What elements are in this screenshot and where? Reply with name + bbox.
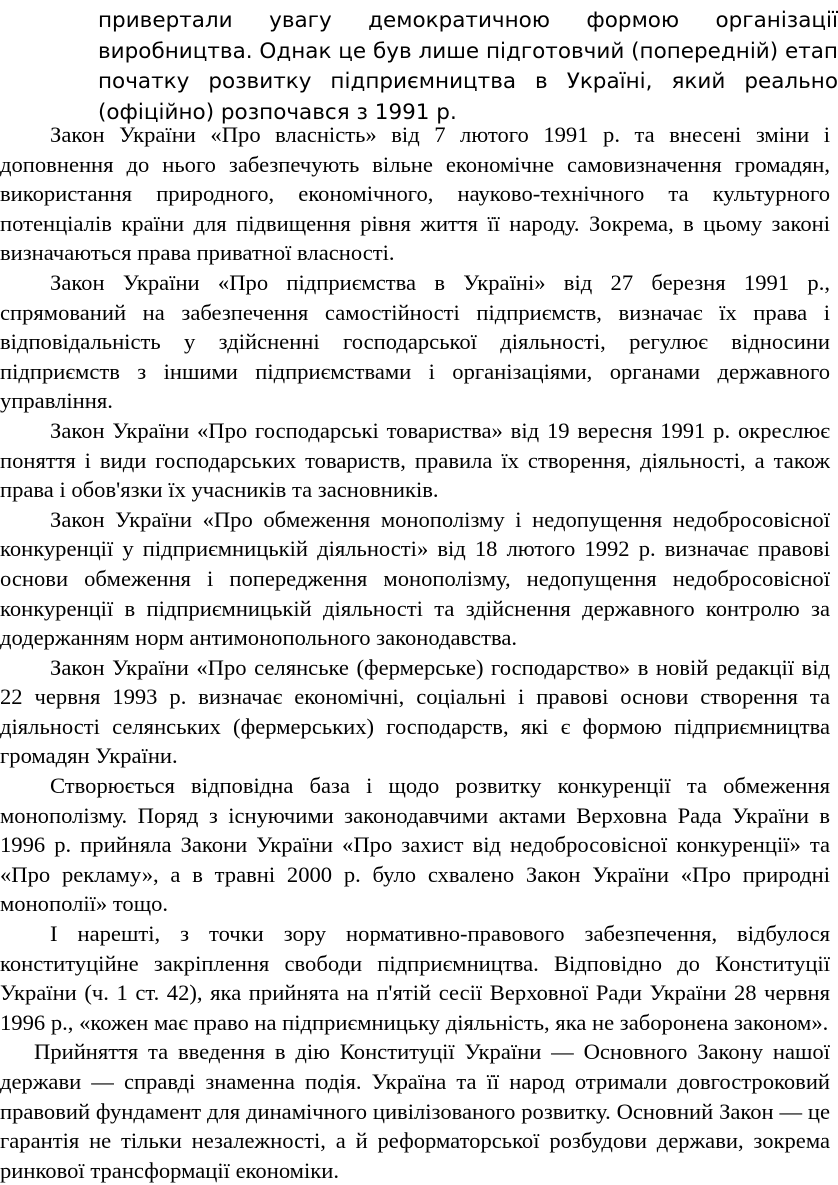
paragraph-law-on-property: Закон України «Про власність» від 7 лютого 1991 р. та внесені зміни і доповнення до нього забезпечують вільне економічне самовизначення громадян, використання природного, економічного, науково-технічного та культурного потенціалів країни для підвищення рівня життя її народу. Зокрема, в цьому законі визначаються права приватної власності.: [0, 122, 830, 266]
paragraph-constitution-adoption: Прийняття та введення в дію Конституції України — Основного Закону нашої держави — справді знаменна подія. Україна та її народ отримали довгостроковий правовий фундамент для динамічного цивілізованого розвитку. Основний Закон — це гарантія не тільки незалежності, а й реформаторської розбудови держави, зокрема ринкової трансформації економіки.: [0, 1039, 830, 1183]
intro-paragraph: привертали увагу демократичною формою організації виробництва. Однак це був лише підготовчий (попередній) етап початку розвитку підприємництва в Україні, який реально (офіційно) розпочався з 1991 р.: [98, 8, 838, 125]
paragraph-law-on-farming: Закон України «Про селянське (фермерське) господарство» в новій редакції від 22 червня 1993 р. визначає економічні, соціальні і правові основи створення та діяльності селянських (фермерських) господарств, які є формою підприємництва громадян України.: [0, 654, 830, 769]
paragraph-constitutional-freedom: І нарешті, з точки зору нормативно-правового забезпечення, відбулося конституційне закріплення свободи підприємництва. Відповідно до Конституції України (ч. 1 ст. 42), яка прийнята на п'ятій сесії Верховної Ради України 28 червня 1996 р., «кожен має право на підприємницьку діяльність, яка не заборонена законом».: [0, 921, 830, 1035]
paragraph-law-on-enterprises: Закон України «Про підприємства в Україні» від 27 березня 1991 р., спрямований на забезпечення самостійності підприємств, визначає їх права і відповідальність у здійсненні господарської діяльності, регулює відносини підприємств з іншими підприємствами і організаціями, органами державного управління.: [0, 269, 830, 414]
paragraph-competition-base: Створюється відповідна база і щодо розвитку конкуренції та обмеження монополізму. Поряд з існуючими законодавчими актами Верховна Рада України в 1996 р. прийняла Закони України «Про захист від недобросовісної конкуренції» та «Про рекламу», а в травні 2000 р. було схвалено Закон України «Про природні монополії» тощо.: [0, 773, 830, 917]
paragraph-law-on-monopoly: Закон України «Про обмеження монополізму і недопущення недобросовісної конкуренції у підприємницькій діяльності» від 18 лютого 1992 р. визначає правові основи обмеження і попередження монополізму, недопущення недобросовісної конкуренції в підприємницькій діяльності та здійснення державного контролю за додержанням норм антимонопольного законодавства.: [0, 506, 830, 651]
document-body: [0, 120, 830, 1185]
paragraph-law-on-business-companies: Закон України «Про господарські товариства» від 19 вересня 1991 р. окреслює поняття і види господарських товариств, правила їх створення, діяльності, а також права і обов'язки їх учасників та засновників.: [0, 417, 830, 503]
